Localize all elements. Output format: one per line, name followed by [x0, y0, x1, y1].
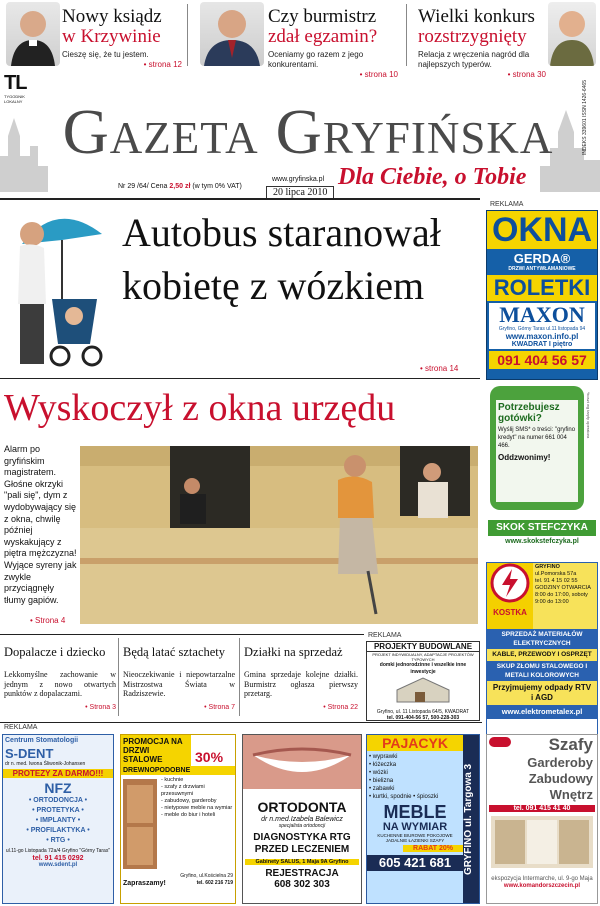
stroller-photo — [2, 204, 112, 370]
ad-label-bottom: REKLAMA — [4, 724, 38, 731]
ad-drzwi-item: - nietypowe meble na wymiar — [161, 805, 233, 811]
ad-sdent[interactable] — [2, 734, 114, 904]
ad-label-right: REKLAMA — [490, 201, 524, 208]
teaser-text: Oceniamy go razem z jego konkurentami. — [268, 50, 364, 69]
person-icon — [200, 2, 264, 66]
smile-teeth-icon — [243, 735, 361, 789]
issue-info — [118, 183, 242, 190]
ad-skok[interactable] — [486, 384, 598, 556]
ad-pajacyk-item: • wózki — [369, 770, 388, 776]
ad-drzwi-item: - kuchnie — [161, 777, 184, 783]
ad-szafy-l4: Wnętrz — [549, 787, 593, 802]
ad-szafy-url: www.komandorszczecin.pl — [503, 883, 581, 889]
ad-pajacyk-rabat: RABAT 20% — [403, 845, 463, 852]
ad-kostka-city: GRYFINO — [535, 564, 560, 570]
headline-bus[interactable]: Autobus staranował kobietę z wózkiem — [122, 210, 441, 308]
ad-sdent-address: ul.11-go Listopada 72a/4 Gryfino "Górny Taras" — [5, 848, 111, 854]
ad-kostka-hours: GODZINY OTWARCIA 8:00 do 17:00, soboty 9:00 do 13:00 — [535, 585, 591, 605]
ad-orto-l1: ORTODONTA — [257, 799, 347, 815]
ad-kostka-line3: SKUP ZŁOMU STALOWEGO I METALI KOLOROWYCH — [487, 661, 597, 681]
ad-kostka-line2: KABLE, PRZEWODY I OSPRZĘT — [487, 649, 597, 661]
jump-photo — [80, 446, 478, 624]
ad-maxon-title: MAXON — [499, 302, 585, 327]
article-page: • Strona 3 — [85, 703, 116, 711]
ad-maxon-address: Gryfino, Górny Taras ul.11 listopada 94 — [498, 326, 586, 332]
issue-date: 20 lipca 2010 — [266, 186, 334, 199]
priest-photo — [6, 2, 60, 66]
teaser-page: • strona 30 — [507, 70, 546, 79]
teaser-title-line2: rozstrzygnięty — [418, 26, 527, 47]
ad-kostka-phone: tel. 91 4 15 02 55 — [535, 578, 578, 584]
ad-projekty-title: PROJEKTY BUDOWLANE — [367, 642, 479, 652]
ad-sdent-item: • PROFILAKTYKA • — [26, 827, 90, 834]
divider — [0, 378, 480, 379]
ad-sdent-l1: Centrum Stomatologii — [5, 737, 79, 744]
person-icon — [6, 2, 60, 66]
ad-projekty-phone: tel. 091-404-56 57, 500-228-303 — [386, 715, 460, 721]
article-title: Działki na sprzedaż — [244, 645, 343, 659]
divider — [187, 4, 188, 66]
ad-skok-text: Wyślij SMS* o treści: "gryfino kredyt" na numer 661 004 466. — [498, 427, 576, 449]
ad-pajacyk-brand: PAJACYK — [367, 735, 463, 751]
article-plots[interactable] — [244, 644, 358, 711]
ad-szafy-logo — [489, 737, 511, 747]
ad-drzwi-item: - zabudowy, garderoby — [161, 798, 217, 804]
ad-kostka[interactable] — [486, 562, 598, 748]
ad-szafy-l1: Szafy — [548, 735, 593, 754]
divider — [239, 638, 240, 716]
ad-drzwi-phone: tel. 602 216 719 — [196, 880, 233, 886]
slogan: Dla Ciebie, o Tobie — [338, 164, 527, 190]
ad-maxon-phone: 091 404 56 57 — [489, 351, 595, 369]
ad-pajacyk-meble: MEBLE — [383, 802, 447, 822]
ad-pajacyk-item: • łóżeczka — [369, 762, 397, 768]
wardrobe-icon — [487, 814, 597, 870]
headline-window-text: Alarm po gryfińskim magistratem. Głośne okrzyki "pali się", dym z wydobywający się z okna, chwilę później wyskakujący z piętra mężczyzna! Wyjące syreny jak zwykle przyciągnęły tłumy gapiów. — [4, 444, 77, 605]
ad-kostka-brand: KOSTKA — [493, 608, 527, 617]
article-text: Lekkomyślne zachowanie w jednym z nowo otwartych punktów z dopalaczami. — [4, 670, 116, 698]
issn: INDEKS 339601 ISSN 1426-6465 — [582, 80, 588, 156]
ad-drzwi[interactable] — [120, 734, 236, 904]
ad-drzwi-l3: Zapraszamy! — [123, 880, 166, 887]
mayor-photo — [200, 2, 264, 66]
ad-orto-l2: dr n.med.Izabela Balewicz — [261, 816, 343, 823]
ad-szafy[interactable] — [486, 734, 598, 904]
teaser-title-line1: Nowy ksiądz — [62, 6, 162, 27]
ad-sdent-item: • ORTODONCJA • — [28, 797, 88, 804]
ad-projekty-address: Gryfino, ul. 11 Listopada 64/5, KWADRAT — [376, 709, 470, 715]
ad-skok-url: www.skokstefczyka.pl — [505, 538, 579, 545]
ad-pajacyk-item: • zabawki — [369, 786, 395, 792]
building-jump-icon — [80, 446, 478, 624]
teaser-page: • strona 12 — [143, 60, 182, 69]
ad-drzwi-l2: DREWNOPODOBNE — [121, 766, 235, 775]
price: 2,50 zł — [169, 183, 191, 190]
ad-orto-l3: specjalista ortodoncji — [278, 823, 326, 829]
issue-number: Nr 29 /64/ Cena — [118, 183, 170, 190]
article-title: Dopalacze i dziecko — [4, 645, 106, 659]
ad-projekty-line: domki jednorodzinne i wszelkie inne inwestycje — [379, 662, 467, 675]
ad-kostka-line1: SPRZEDAŻ MATERIAŁÓW ELEKTRYCZNYCH — [487, 629, 597, 649]
stroller-woman-icon — [2, 204, 112, 370]
divider — [406, 4, 407, 66]
ad-skok-reply: Oddzwonimy! — [498, 453, 551, 462]
ad-pajacyk-na-wymiar: NA WYMIAR — [382, 821, 448, 833]
ad-okna-title: OKNA — [487, 211, 597, 249]
ad-skok-brand: SKOK STEFCZYKA — [488, 520, 596, 536]
publisher-logo-caption: TYGODNIK LOKALNY — [4, 94, 25, 104]
ad-sdent-l4: PROTEZY ZA DARMO!!! — [3, 769, 113, 778]
person-icon — [548, 2, 596, 66]
ad-drzwi-address: Gryfino, ul.Kościelna 29 — [180, 873, 233, 879]
city-skyline-left-icon — [0, 96, 48, 192]
teaser-title-line2: w Krzywinie — [62, 26, 161, 47]
newspaper-title: Gazeta Gryfińska — [62, 96, 554, 167]
teaser-page: • strona 10 — [359, 70, 398, 79]
ad-okna-roletki: ROLETKI — [487, 275, 597, 301]
ad-okna-maxon[interactable] — [486, 210, 598, 380]
teaser-text: Relacja z wręczenia nagród dla najlepszych typerów. — [418, 50, 530, 69]
cabinet-icon — [121, 775, 159, 871]
teaser-priest[interactable] — [62, 0, 182, 70]
ad-sdent-phone: tel. 91 415 0292 — [32, 855, 84, 862]
ad-pajacyk[interactable] — [366, 734, 480, 904]
ad-szafy-l3: Zabudowy — [528, 771, 593, 786]
ad-orto-l7: 608 302 303 — [274, 879, 330, 890]
ad-skok-title: Potrzebujesz gotówki? — [498, 402, 560, 424]
ad-sdent-item: • RTG • — [46, 837, 70, 844]
ad-orto-l6: REJESTRACJA — [265, 868, 339, 879]
ad-label-middle: REKLAMA — [368, 632, 402, 639]
ad-szafy-l5: ekspozycja Intermarche, ul. 9-go Maja — [491, 876, 593, 882]
ad-sdent-item: • PROTETYKA • — [32, 807, 84, 814]
teaser-title-line1: Wielki konkurs — [418, 6, 535, 27]
ad-pajacyk-item: • wyprawki — [369, 754, 398, 760]
divider — [0, 634, 364, 635]
ad-maxon-url: www.maxon.info.pl — [505, 332, 579, 341]
ad-sdent-l2: S-DENT — [5, 746, 54, 761]
ad-pajacyk-extra: • kurtki, spodnie • śpioszki — [369, 794, 439, 800]
ad-pajacyk-l3: KUCHENNE BIUROWE POKOJOWE — [377, 833, 453, 838]
ad-kostka-line4: Przyjmujemy odpady RTV i AGD — [487, 681, 597, 705]
ad-projekty-sub: PROJEKT INDYWIDUALNY, ADAPTACJE PROJEKTÓW TYPOWYCH — [372, 652, 474, 662]
teaser-text: Cieszę się, że tu jestem. — [62, 50, 149, 59]
ad-ortodonta[interactable] — [242, 734, 362, 904]
ad-maxon-location: KWADRAT I piętro — [511, 341, 573, 348]
ad-szafy-phone: tel. 091 415 41 40 — [489, 805, 595, 812]
teaser-mayor[interactable] — [268, 0, 398, 79]
ad-drzwi-item: - szafy z drzwiami przesuwnymi — [161, 784, 205, 797]
article-page: • Strona 7 — [204, 703, 235, 711]
masthead-rule — [0, 198, 480, 200]
ad-pajacyk-l4: JADALNIE ŁAZIENKI SZAFY — [385, 838, 445, 843]
article-text: Nieoczekiwanie i niepowtarzalne Mistrzostwa Świata w Radziszewie. — [123, 670, 235, 698]
teaser-contest[interactable] — [418, 0, 546, 79]
ad-pajacyk-side: GRYFINO ul. Targowa 3 — [463, 735, 479, 903]
divider — [0, 722, 482, 723]
headline-bus-page[interactable]: • strona 14 — [420, 364, 459, 373]
divider — [118, 638, 119, 716]
ad-drzwi-l1: PROMOCJA NA DRZWI STALOWE — [121, 735, 191, 766]
winner-photo — [548, 2, 596, 66]
ad-drzwi-item: - meble do biur i hoteli — [161, 812, 216, 818]
headline-window-page[interactable]: • Strona 4 — [30, 616, 66, 625]
ad-projekty[interactable] — [366, 641, 480, 721]
article-drugs[interactable] — [4, 644, 116, 711]
ad-kostka-address: ul.Pomorska 57a — [535, 571, 577, 577]
ad-sdent-item: • IMPLANTY • — [35, 817, 81, 824]
ad-orto-l4: DIAGNOSTYKA RTG PRZED LECZENIEM — [253, 832, 351, 855]
ad-sdent-l3: dr n. med. Iwona Śliwonik-Johansen — [5, 761, 86, 767]
article-pickets[interactable] — [123, 644, 235, 711]
ad-pajacyk-item: • bielizna — [369, 778, 394, 784]
ad-gerda: GERDA® — [513, 251, 571, 266]
ad-sdent-url: www.sdent.pl — [38, 862, 78, 868]
house-icon — [367, 676, 479, 704]
ad-kostka-url: www.elektrometalex.pl — [487, 705, 597, 719]
teaser-title-line1: Czy burmistrz — [268, 6, 377, 27]
vat: (w tym 0% VAT) — [190, 183, 242, 190]
site-url: www.gryfinska.pl — [272, 176, 325, 183]
ad-skok-note: *koszt wg taryfy operatora — [586, 392, 591, 439]
ad-orto-l5: Gabinety SALUS, 1 Maja 9A Gryfino — [245, 859, 359, 865]
headline-window[interactable]: Wyskoczył z okna urzędu — [4, 387, 396, 429]
lightning-icon — [490, 563, 530, 603]
ad-szafy-l2: Garderoby — [527, 755, 593, 770]
article-page: • Strona 22 — [323, 703, 358, 711]
ad-okna-doors: DRZWI ANTYWŁAMANIOWE — [508, 266, 576, 272]
article-text: Gmina sprzedaje kolejne działki. Burmistrz ogłasza pierwszy przetarg. — [244, 670, 358, 698]
ad-drzwi-pct: 30% — [195, 749, 224, 765]
ad-sdent-nfz: NFZ — [44, 780, 72, 796]
ad-pajacyk-phone: 605 421 681 — [367, 855, 463, 871]
article-title: Będą latać sztachety — [123, 645, 226, 659]
publisher-logo-letters: TL — [4, 72, 27, 94]
teaser-title-line2: zdał egzamin? — [268, 26, 378, 47]
